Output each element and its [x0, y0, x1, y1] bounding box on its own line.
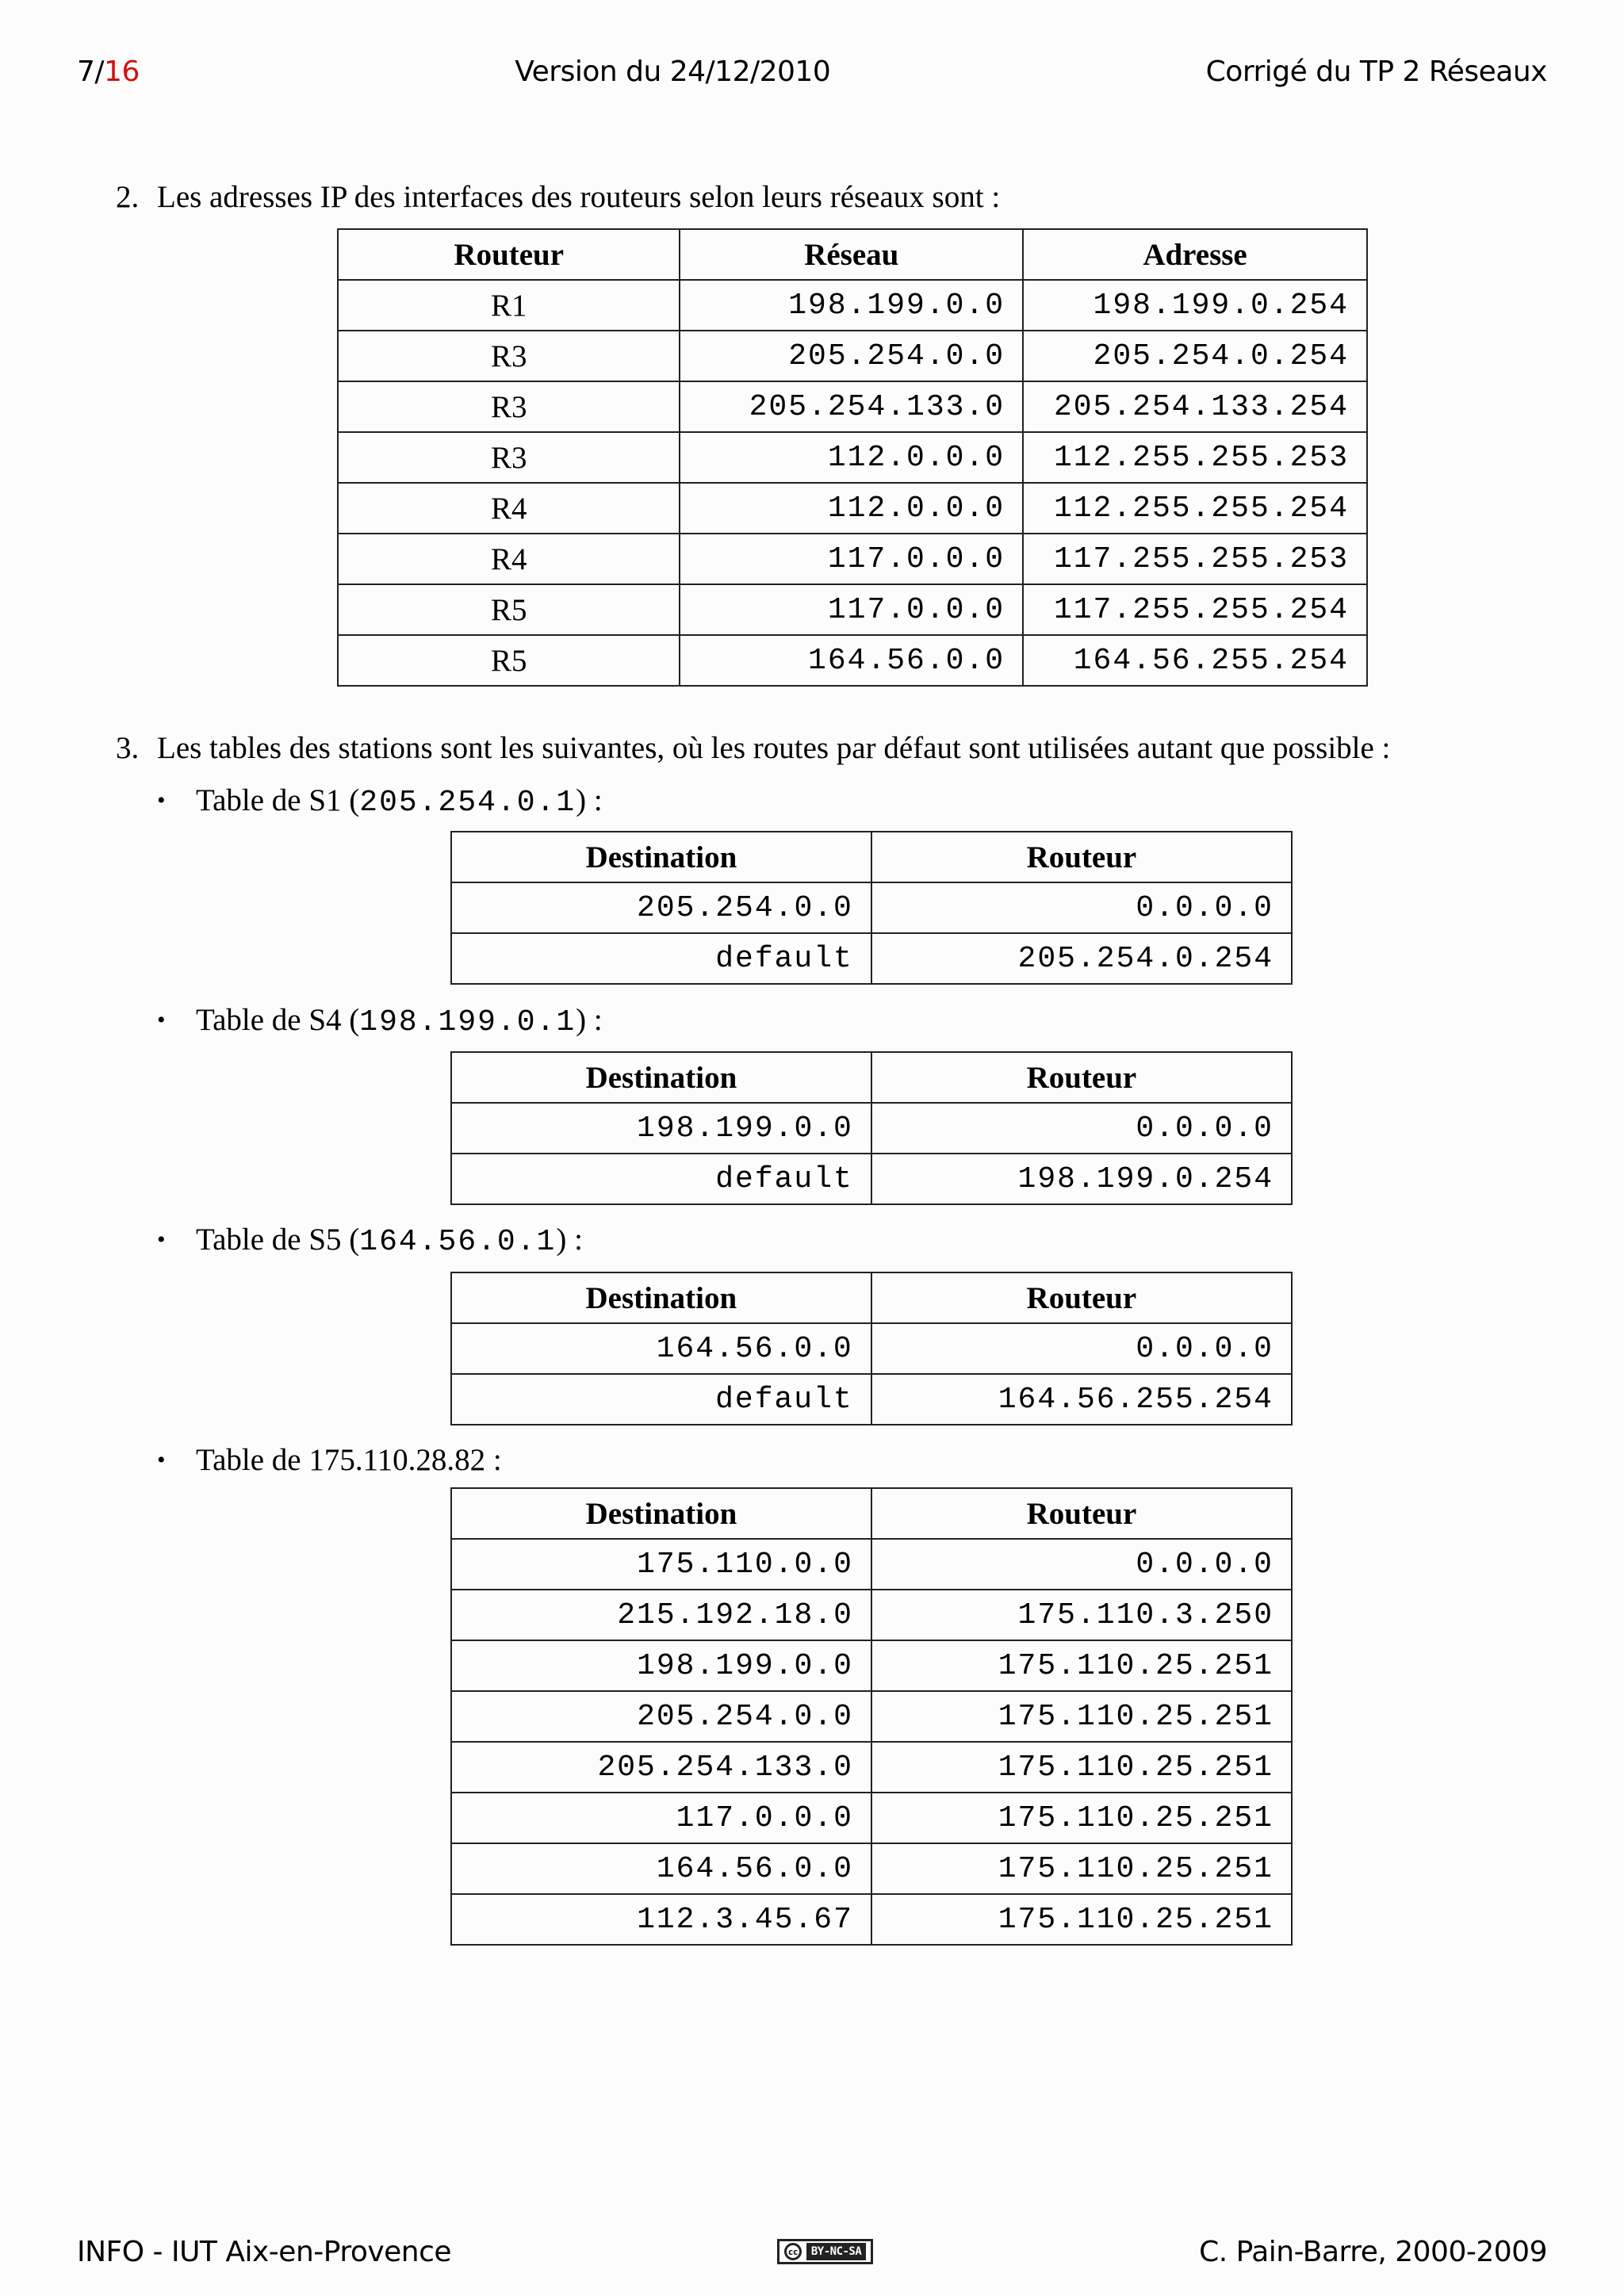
document-title: Corrigé du TP 2 Réseaux: [1205, 55, 1547, 88]
address-cell: 198.199.0.254: [1023, 280, 1367, 331]
network-cell: 117.0.0.0: [680, 584, 1023, 635]
section-2-intro: 2. Les adresses IP des interfaces des routeurs selon leurs réseaux sont :: [116, 180, 1001, 214]
table-s5-caption: • Table de S5 (164.56.0.1) :: [157, 1223, 583, 1259]
router-cell: 205.254.0.254: [871, 933, 1292, 984]
router-cell: 0.0.0.0: [871, 1323, 1292, 1374]
column-header: Routeur: [871, 1052, 1292, 1103]
table-row: [451, 1742, 1292, 1793]
footer-author: C. Pain-Barre, 2000-2009: [1199, 2235, 1547, 2268]
bullet-icon: •: [157, 1447, 166, 1473]
table-row: [338, 483, 1367, 534]
router-cell: 175.110.25.251: [871, 1843, 1292, 1894]
router-cell: R3: [338, 432, 680, 483]
router-interfaces-table: [337, 228, 1368, 687]
column-header: Destination: [451, 832, 871, 882]
table-row: [338, 381, 1367, 432]
column-header: Destination: [451, 1052, 871, 1103]
address-cell: 117.255.255.254: [1023, 584, 1367, 635]
section-3-intro: 3. Les tables des stations sont les suivantes, où les routes par défaut sont utilisées autant que possible :: [116, 731, 1391, 765]
router-cell: 0.0.0.0: [871, 882, 1292, 933]
router-cell: R3: [338, 331, 680, 381]
router-cell: R3: [338, 381, 680, 432]
table-row: [338, 331, 1367, 381]
table-row: [338, 280, 1367, 331]
destination-cell: default: [451, 933, 871, 984]
destination-cell: 164.56.0.0: [451, 1843, 871, 1894]
destination-cell: 205.254.0.0: [451, 882, 871, 933]
router-cell: R5: [338, 584, 680, 635]
column-header: Routeur: [871, 1272, 1292, 1323]
router-cell: 0.0.0.0: [871, 1103, 1292, 1154]
network-cell: 112.0.0.0: [680, 483, 1023, 534]
router-cell: 0.0.0.0: [871, 1539, 1292, 1590]
network-cell: 205.254.133.0: [680, 381, 1023, 432]
destination-cell: 215.192.18.0: [451, 1590, 871, 1640]
page-total-link[interactable]: 16: [104, 55, 140, 88]
bullet-icon: •: [157, 787, 166, 813]
station-table-s1: [450, 831, 1293, 985]
table-header-row: [338, 229, 1367, 280]
table-row: [451, 882, 1292, 933]
table-row: [451, 1590, 1292, 1640]
table-host-caption: • Table de 175.110.28.82 :: [157, 1443, 502, 1477]
license-text: BY-NC-SA: [806, 2243, 866, 2260]
column-header: Destination: [451, 1488, 871, 1539]
table-row: [451, 933, 1292, 984]
destination-cell: default: [451, 1374, 871, 1425]
address-cell: 117.255.255.253: [1023, 534, 1367, 584]
network-cell: 205.254.0.0: [680, 331, 1023, 381]
router-cell: R4: [338, 483, 680, 534]
network-cell: 117.0.0.0: [680, 534, 1023, 584]
table-row: [451, 1539, 1292, 1590]
router-cell: R1: [338, 280, 680, 331]
table-row: [338, 432, 1367, 483]
table-row: [338, 635, 1367, 686]
router-cell: 198.199.0.254: [871, 1154, 1292, 1204]
network-cell: 164.56.0.0: [680, 635, 1023, 686]
router-cell: 175.110.25.251: [871, 1742, 1292, 1793]
footer-institution: INFO - IUT Aix-en-Provence: [77, 2235, 452, 2268]
address-cell: 205.254.0.254: [1023, 331, 1367, 381]
table-row: [451, 1323, 1292, 1374]
table-header-row: [451, 1052, 1292, 1103]
column-header: Adresse: [1023, 229, 1367, 280]
table-row: [451, 1374, 1292, 1425]
version-label: Version du 24/12/2010: [515, 55, 831, 88]
table-row: [451, 1103, 1292, 1154]
destination-cell: 205.254.133.0: [451, 1742, 871, 1793]
destination-cell: 198.199.0.0: [451, 1103, 871, 1154]
table-row: [451, 1154, 1292, 1204]
station-table-s4: [450, 1051, 1293, 1205]
column-header: Réseau: [680, 229, 1023, 280]
table-row: [451, 1691, 1292, 1742]
section-3-number: 3.: [116, 731, 140, 765]
router-cell: R5: [338, 635, 680, 686]
router-cell: 175.110.25.251: [871, 1793, 1292, 1843]
table-row: [338, 584, 1367, 635]
column-header: Routeur: [871, 1488, 1292, 1539]
table-header-row: [451, 1272, 1292, 1323]
station-table-s5: [450, 1272, 1293, 1425]
column-header: Destination: [451, 1272, 871, 1323]
table-row: [451, 1843, 1292, 1894]
destination-cell: 198.199.0.0: [451, 1640, 871, 1691]
destination-cell: default: [451, 1154, 871, 1204]
network-cell: 112.0.0.0: [680, 432, 1023, 483]
page-footer: [77, 2229, 1547, 2274]
bullet-icon: •: [157, 1226, 166, 1253]
router-cell: 164.56.255.254: [871, 1374, 1292, 1425]
router-cell: 175.110.3.250: [871, 1590, 1292, 1640]
destination-cell: 112.3.45.67: [451, 1894, 871, 1945]
page-number: 7/16: [77, 55, 140, 88]
table-row: [451, 1894, 1292, 1945]
column-header: Routeur: [338, 229, 680, 280]
destination-cell: 175.110.0.0: [451, 1539, 871, 1590]
address-cell: 112.255.255.253: [1023, 432, 1367, 483]
address-cell: 112.255.255.254: [1023, 483, 1367, 534]
network-cell: 198.199.0.0: [680, 280, 1023, 331]
router-cell: 175.110.25.251: [871, 1894, 1292, 1945]
table-row: [451, 1640, 1292, 1691]
table-header-row: [451, 832, 1292, 882]
station-table-host: [450, 1487, 1293, 1946]
bullet-icon: •: [157, 1007, 166, 1033]
table-s4-caption: • Table de S4 (198.199.0.1) :: [157, 1003, 603, 1039]
section-2-number: 2.: [116, 180, 140, 214]
router-cell: 175.110.25.251: [871, 1640, 1292, 1691]
column-header: Routeur: [871, 832, 1292, 882]
creative-commons-icon: cc: [784, 2243, 802, 2260]
table-row: [338, 534, 1367, 584]
router-cell: 175.110.25.251: [871, 1691, 1292, 1742]
table-row: [451, 1793, 1292, 1843]
table-s1-caption: • Table de S1 (205.254.0.1) :: [157, 783, 603, 820]
destination-cell: 117.0.0.0: [451, 1793, 871, 1843]
destination-cell: 164.56.0.0: [451, 1323, 871, 1374]
address-cell: 205.254.133.254: [1023, 381, 1367, 432]
destination-cell: 205.254.0.0: [451, 1691, 871, 1742]
router-cell: R4: [338, 534, 680, 584]
license-badge[interactable]: [777, 2239, 873, 2264]
address-cell: 164.56.255.254: [1023, 635, 1367, 686]
page-header: [77, 49, 1547, 94]
table-header-row: [451, 1488, 1292, 1539]
